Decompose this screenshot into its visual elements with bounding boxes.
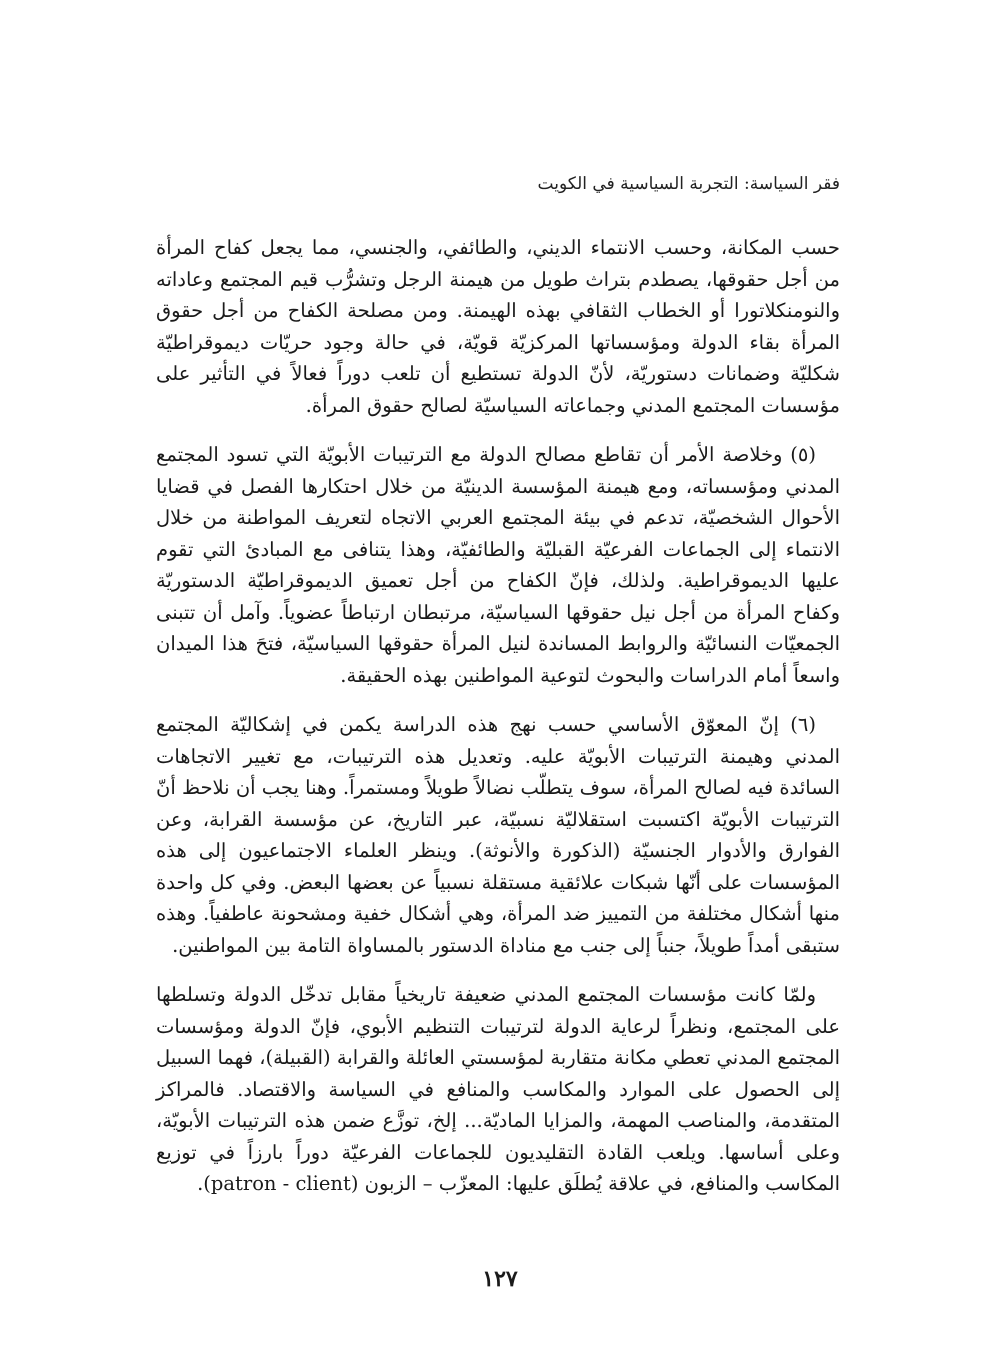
paragraph-1: حسب المكانة، وحسب الانتماء الديني، والطائفي، والجنسي، مما يجعل كفاح المرأة من أجل حقوقها، يصطدم بتراث طويل من هيمنة الرجل وتشرُّب قيم المجتمع وعاداته والنومنكلاتورا أو الخطاب الثقافي بهذه الهيمنة. ومن مصلحة الكفاح من أجل حقوق المرأة بقاء الدولة ومؤسساتها المركزيّة قويّة، في حالة وجود حريّات ديموقراطيّة شكليّة وضمانات دستوريّة، لأنّ الدولة تستطيع أن تلعب دوراً فعالاً في التأثير على مؤسسات المجتمع المدني وجماعاته السياسيّة لصالح حقوق المرأة. <box>156 236 840 417</box>
body-text <box>156 232 840 1218</box>
page-number: ١٢٧ <box>482 1266 518 1292</box>
paragraph-4: ولمّا كانت مؤسسات المجتمع المدني ضعيفة تاريخياً مقابل تدخّل الدولة وتسلطها على المجتمع، ونظراً لرعاية الدولة لترتيبات التنظيم الأبوي، فإنّ الدولة ومؤسسات المجتمع المدني تعطي مكانة متقاربة لمؤسستي العائلة والقرابة (القبيلة)، فهما السبيل إلى الحصول على الموارد والمكاسب والمنافع في السياسة والاقتصاد. فالمراكز المتقدمة، والمناصب المهمة، والمزايا الماديّة... إلخ، توزَّع ضمن هذه الترتيبات الأبويّة، وعلى أساسها. ويلعب القادة التقليديون للجماعات الفرعيّة دوراً بارزاً في توزيع المكاسب والمنافع، في علاقة يُطلَق عليها: المعزّب – الزبون (patron - client). <box>156 983 840 1195</box>
paragraph-3: (٦) إنّ المعوّق الأساسي حسب نهج هذه الدراسة يكمن في إشكاليّة المجتمع المدني وهيمنة الترتيبات الأبويّة عليه. وتعديل هذه الترتيبات، مع تغيير الاتجاهات السائدة فيه لصالح المرأة، سوف يتطلّب نضالاً طويلاً ومستمراً. وهنا يجب أن نلاحظ أنّ الترتيبات الأبويّة اكتسبت استقلاليّة نسبيّة، عبر التاريخ، عن مؤسسة القرابة، وعن الفوارق والأدوار الجنسيّة (الذكورة والأنوثة). وينظر العلماء الاجتماعيون إلى هذه المؤسسات على أنّها شبكات علائقية مستقلة نسبياً عن بعضها البعض. وفي كل واحدة منها أشكال مختلفة من التمييز ضد المرأة، وهي أشكال خفية ومشحونة عاطفياً. وهذه ستبقى أمداً طويلاً، جنباً إلى جنب مع مناداة الدستور بالمساواة التامة بين المواطنين. <box>156 713 840 957</box>
paragraph-2: (٥) وخلاصة الأمر أن تقاطع مصالح الدولة مع الترتيبات الأبويّة التي تسود المجتمع المدني ومؤسساته، ومع هيمنة المؤسسة الدينيّة من خلال احتكارها الفصل في قضايا الأحوال الشخصيّة، تدعم في بيئة المجتمع العربي الاتجاه لتعريف المواطنة من خلال الانتماء إلى الجماعات الفرعيّة القبليّة والطائفيّة، وهذا يتنافى مع المبادئ التي تقوم عليها الديموقراطية. ولذلك، فإنّ الكفاح من أجل تعميق الديموقراطيّة الدستوريّة وكفاح المرأة من أجل نيل حقوقها السياسيّة، مرتبطان ارتباطاً عضوياً. وآمل أن تتبنى الجمعيّات النسائيّة والروابط المساندة لنيل المرأة حقوقها السياسيّة، فتحَ هذا الميدان واسعاً أمام الدراسات والبحوث لتوعية المواطنين بهذه الحقيقة. <box>156 443 840 687</box>
running-header: فقر السياسة: التجربة السياسية في الكويت <box>537 174 840 194</box>
